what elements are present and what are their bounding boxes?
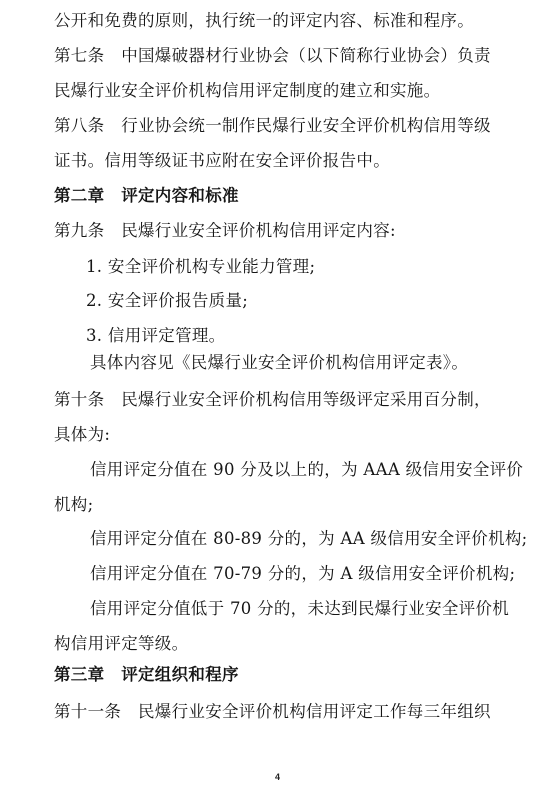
text-line: 第八条 行业协会统一制作民爆行业安全评价机构信用等级 — [54, 116, 491, 135]
text-line: 第七条 中国爆破器材行业协会（以下简称行业协会）负责 — [54, 46, 491, 65]
text-line: 公开和免费的原则，执行统一的评定内容、标准和程序。 — [54, 11, 474, 30]
text-line: 信用评定分值低于 70 分的，未达到民爆行业安全评价机 — [90, 599, 510, 618]
text-line: 民爆行业安全评价机构信用评定制度的建立和实施。 — [54, 81, 441, 100]
chapter-heading: 第三章 评定组织和程序 — [54, 665, 239, 684]
text-line: 机构; — [54, 495, 94, 514]
text-line: 第十一条 民爆行业安全评价机构信用评定工作每三年组织 — [54, 702, 491, 721]
text-line: 信用评定分值在 90 分及以上的，为 AAA 级信用安全评价 — [90, 460, 524, 479]
text-line: 第九条 民爆行业安全评价机构信用评定内容: — [54, 221, 396, 240]
text-line: 信用评定分值在 80-89 分的，为 AA 级信用安全评价机构; — [90, 529, 528, 548]
text-line: 证书。信用等级证书应附在安全评价报告中。 — [54, 151, 390, 170]
text-line: 具体内容见《民爆行业安全评价机构信用评定表》。 — [90, 353, 469, 372]
text-line: 信用评定分值在 70-79 分的，为 A 级信用安全评价机构; — [90, 564, 516, 583]
list-item: 1. 安全评价机构专业能力管理; — [86, 257, 316, 276]
page-number: 4 — [275, 772, 281, 782]
list-item: 2. 安全评价报告质量; — [86, 291, 249, 310]
text-line: 第十条 民爆行业安全评价机构信用等级评定采用百分制， — [54, 390, 491, 409]
list-item: 3. 信用评定管理。 — [86, 326, 226, 345]
chapter-heading: 第二章 评定内容和标准 — [54, 186, 239, 205]
text-line: 具体为: — [54, 425, 111, 444]
text-line: 构信用评定等级。 — [54, 634, 189, 653]
